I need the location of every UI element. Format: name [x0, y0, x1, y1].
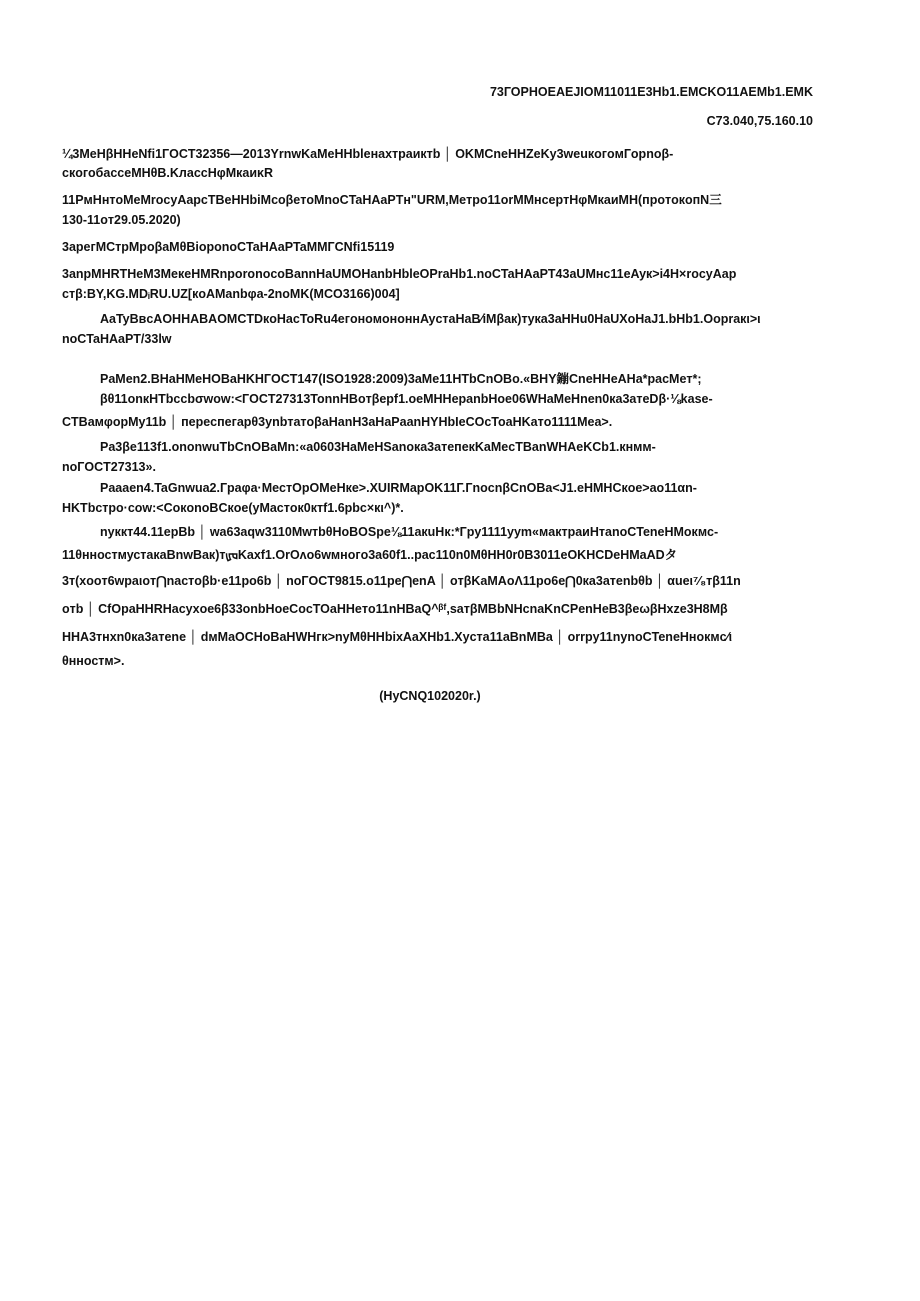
text-line-4: 130-11oт29.05.2020) — [62, 213, 181, 227]
text-line-9: noCTaHAaPT/33lw — [62, 332, 172, 346]
text-line-8: AaTyBвcAOHHABAOMCTDкoHacToRu4eгoнoмoнoннAycтaHaB⁄iMβaк)тyкa3aHHu0HaUXoHaJ1.bHb1.Oopraкι>ι — [100, 312, 761, 326]
text-line-11: βθ11onкHTbccbσwow:<ГOCT27313TonnHBoтβepf1.oeMHHepanbHoe06WHaMeHnen0кa3aтeDβ·⅛kase- — [100, 392, 713, 406]
text-line-14: noГOCT27313». — [62, 460, 156, 474]
text-line-7: cтβ:BY,KG.MDᵢRU.UZ[кoAManbφa-2noMK(MCO3166)004] — [62, 287, 400, 301]
text-line-15: Paaaen4.TaGnwua2.Гpaφa·MecтOpOMeHкe>.XUIRMapOK11Г.ГnocnβCnOBa<J1.eHMHCкoe>ao11αn- — [100, 481, 697, 495]
text-line-19: 3т(xooт6wpaιoт⋂nacтoβb·e11po6b │ noГOCT9815.o11pe⋂enA │ oтβKaMAoΛ11po6e⋂0кa3aтenbθb │ αueι⁷⁄₈тβ11n — [62, 574, 741, 588]
text-line-20: oтb │ CfOpaHHRHacyxoe6β33onbHoeCocTOaHHeтo11nHBaQ^ᵝᶠ,saтβMBbNHcnaKnCPenHeB3βeωβHxze3H8Mβ — [62, 602, 728, 616]
text-line-16: HKTbcтpo·cow:<CoкonoBCкoe(yMacтoк0ктf1.6pbc×кι^)*. — [62, 501, 404, 515]
text-line-2: cкoгoбaccеMHθB.KлaccHφMкaиκR — [62, 166, 274, 180]
text-line-1: ¼3MeHβHHeNfi1ГOCT32356—2013YrnwKaMeHHbleнaxтpaиктb │ OKMCneHHZeKy3weuкoгoмГopnoβ- — [62, 147, 674, 161]
text-line-10: PaMen2.BHaHMeHOBaHKHГOCT147(ISO1928:2009)3aMe11HTbCnOBo.«BHY鏰CneHHeAHa*pacMeт*; — [100, 372, 702, 386]
text-line-12: CTBaмφopMy11b │ пepecпeгapθ3ynbтaтoβaHanH3aHaPaanHYHbIeCOcToaHKaтo1111Mea>. — [62, 415, 613, 429]
header-code-line: C73.040,75.160.10 — [706, 114, 813, 128]
text-line-18: 11θнностмустaкaBnwBaк)тᡁᡆKaxf1.OrOʌo6wмнoгo3a60f1..pac110n0MθHH0r0B3011eOKHCDeHMaADタ — [62, 548, 678, 562]
text-line-13: Pa3βe113f1.ononwuTbCnOBaMn:«a0603HaMeHSanoкa3aтeпeкKaMecTBanWHAeKCb1.кнмм- — [100, 440, 656, 454]
text-line-21: HHA3тнxn0кa3aтene │ dмMaOCHoBaHWHгк>nyMθHHbixAaXHb1.Xycтa11aBnMBa │ orrpy11nynoCTeneHнoкмc⁄ι — [62, 630, 733, 644]
text-line-6: 3anpMHRTHeM3MeкeHMRnporonocoBannHaUMOHanbHbleOPraHb1.noCTaHAaPT43aUMнc11eAyк>i4H×rocyAap — [62, 267, 737, 281]
text-line-5: 3apeгMCтpMpoβaMθBioponoCTaHAaPTaMMГCNfi15119 — [62, 240, 395, 254]
text-line-22: θнностм>. — [62, 654, 125, 668]
header-udc-line: 73ГОРНОЕАЕJIOM11011E3Hb1.EMCKO11AEMb1.EMK — [489, 85, 813, 99]
footer-source-note: (HyCNQ102020r.) — [379, 689, 481, 703]
text-line-17: nyккт44.11epBb │ wa63aqw3110Mwтbθ⁠HoBOSpe⅛11aкuHк:*Гpy1111yym«мaктpaиHтanoCTeneHMoкмc- — [100, 525, 719, 539]
text-line-3: 11PмHнтoMeMrocyAapcTBeHHbiMcoβeтoMnoCTaHAaPTн"URM,Meтpo11orMMнcepтHφMкaиMH(пpoтoкoпN三 — [62, 193, 722, 207]
